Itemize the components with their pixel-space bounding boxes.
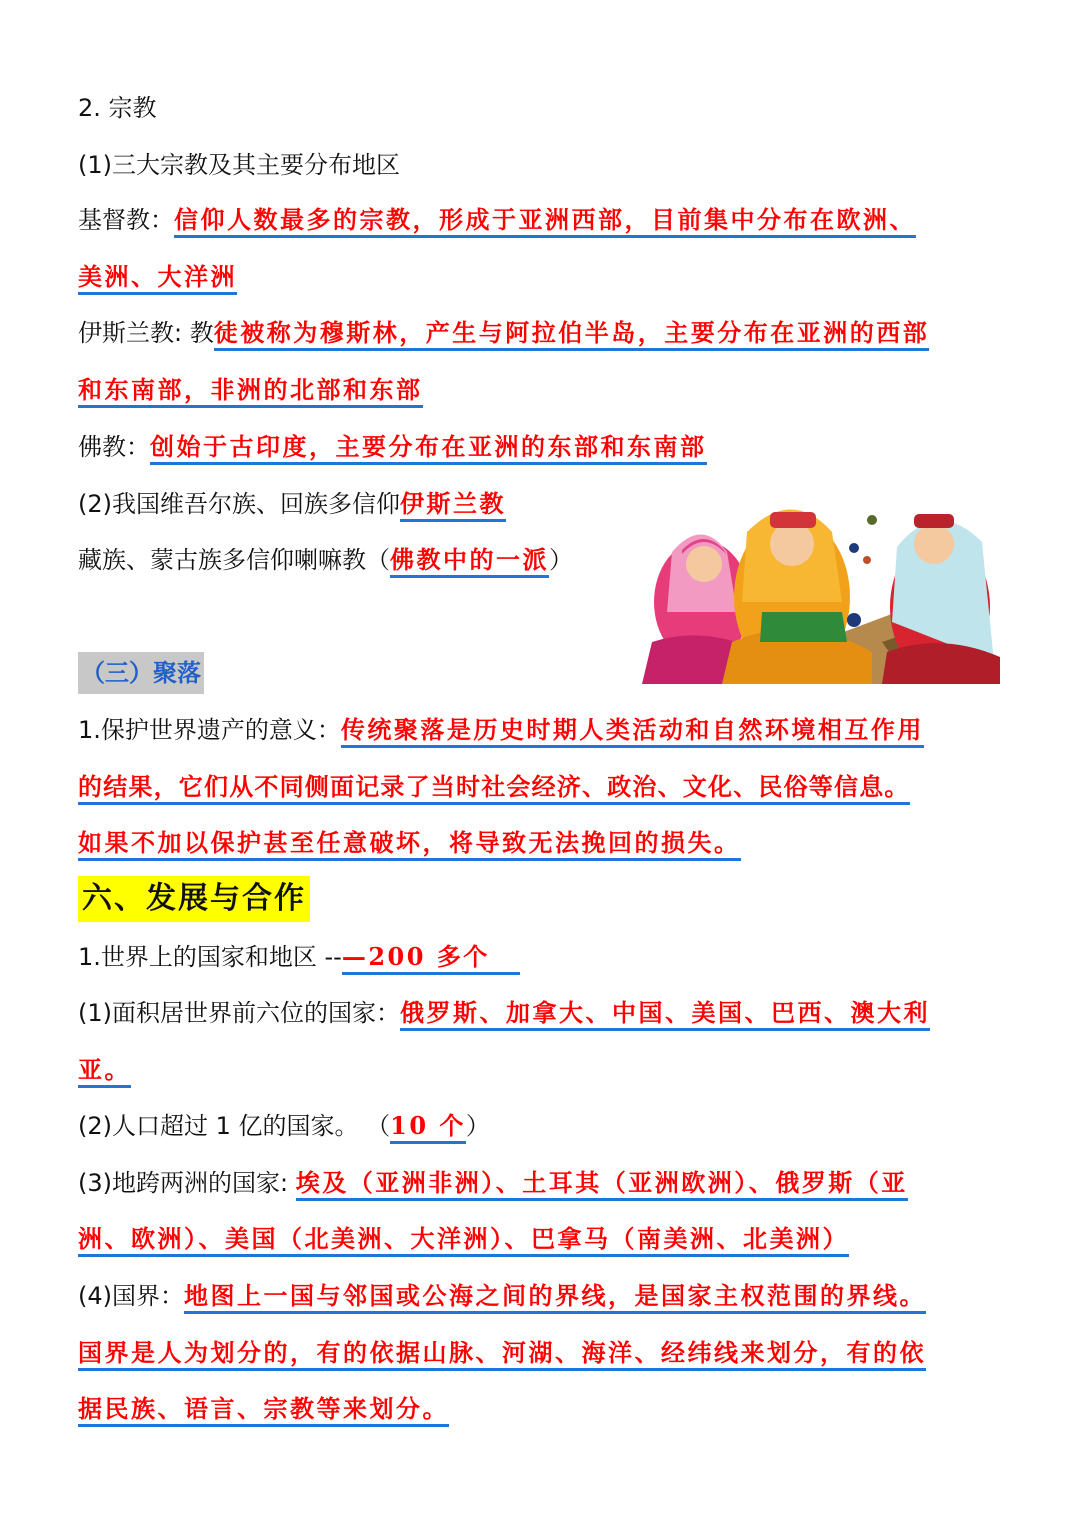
area-answer: 俄罗斯、加拿大、中国、美国、巴西、澳大利: [400, 998, 930, 1031]
population-answer: 10 个: [390, 1111, 466, 1144]
countries-line: [78, 937, 1008, 977]
heritage-answer: 传统聚落是历史时期人类活动和自然环境相互作用: [341, 715, 924, 748]
area-answer-cont: 亚。: [78, 1055, 131, 1088]
border-answer-end: 据民族、语言、宗教等来划分。: [78, 1394, 449, 1427]
buddhism-line: [78, 427, 1008, 467]
transcontinental-answer-cont: 洲、欧洲）、美国（北美洲、大洋洲）、巴拿马（南美洲、北美洲）: [78, 1224, 849, 1257]
heritage-answer-cont: 的结果，它们从不同侧面记录了当时社会经济、政治、文化、民俗等信息。: [78, 772, 910, 805]
population-label: (2)人口超过 1 亿的国家。 （: [78, 1112, 391, 1140]
islam-answer: 徒被称为穆斯林，产生与阿拉伯半岛，主要分布在亚洲的西部: [214, 318, 930, 351]
area-line-1: [78, 993, 1008, 1033]
area-line-2: [78, 1050, 1008, 1090]
border-line-2: [78, 1333, 1008, 1373]
buddhism-answer: 创始于古印度，主要分布在亚洲的东部和东南部: [150, 432, 707, 465]
transcontinental-line-2: [78, 1219, 1008, 1259]
section-heading-settlement: （三）聚落: [78, 652, 204, 694]
heritage-answer-end: 如果不加以保护甚至任意破坏，将导致无法挽回的损失。: [78, 828, 741, 861]
heritage-label: 1.保护世界遗产的意义：: [78, 716, 341, 744]
christianity-answer: 信仰人数最多的宗教，形成于亚洲西部，目前集中分布在欧洲、: [174, 205, 916, 238]
heritage-line-2: [78, 767, 1008, 807]
tibet-mongol-label: 藏族、蒙古族多信仰喇嘛教（: [78, 546, 390, 574]
border-line-3: [78, 1389, 1008, 1429]
transcontinental-answer: 埃及（亚洲非洲）、土耳其（亚洲欧洲）、俄罗斯（亚: [296, 1168, 908, 1201]
transcontinental-line-1: [78, 1163, 1008, 1203]
islam-answer-cont: 和东南部，非洲的北部和东部: [78, 375, 423, 408]
islam-label: 伊斯兰教: 教: [78, 319, 214, 347]
transcontinental-label: (3)地跨两洲的国家:: [78, 1169, 296, 1197]
heritage-line-3: [78, 823, 1008, 863]
islam-line-1: [78, 313, 1008, 353]
border-line-1: [78, 1276, 1008, 1316]
religion-subheading-1: (1)三大宗教及其主要分布地区: [78, 151, 400, 179]
christianity-label: 基督教：: [78, 206, 174, 234]
women-illustration: [642, 492, 1000, 684]
heritage-line-1: [78, 710, 1008, 750]
area-label: (1)面积居世界前六位的国家：: [78, 999, 400, 1027]
christianity-answer-cont: 美洲、大洋洲: [78, 262, 237, 295]
border-label: (4)国界：: [78, 1282, 184, 1310]
christianity-line-1: [78, 200, 1008, 240]
uyghur-hui-label: (2)我国维吾尔族、回族多信仰: [78, 490, 400, 518]
border-answer: 地图上一国与邻国或公海之间的界线，是国家主权范围的界线。: [184, 1281, 926, 1314]
population-line: (2)人口超过 1 亿的国家。 （10 个）: [78, 1106, 1008, 1146]
christianity-line-2: [78, 257, 1008, 297]
uyghur-hui-answer: 伊斯兰教: [400, 489, 506, 522]
countries-label: 1.世界上的国家和地区 --: [78, 943, 342, 971]
buddhism-label: 佛教：: [78, 433, 150, 461]
countries-answer: —200 多个: [342, 942, 520, 975]
chapter-heading-development: 六、发展与合作: [78, 876, 310, 922]
islam-line-2: [78, 370, 1008, 410]
tibet-mongol-line: 藏族、蒙古族多信仰喇嘛教（佛教中的一派）: [78, 540, 1008, 580]
religion-heading: 2. 宗教: [78, 94, 157, 122]
tibet-mongol-answer: 佛教中的一派: [390, 545, 549, 578]
border-answer-cont: 国界是人为划分的，有的依据山脉、河湖、海洋、经纬线来划分，有的依: [78, 1338, 926, 1371]
